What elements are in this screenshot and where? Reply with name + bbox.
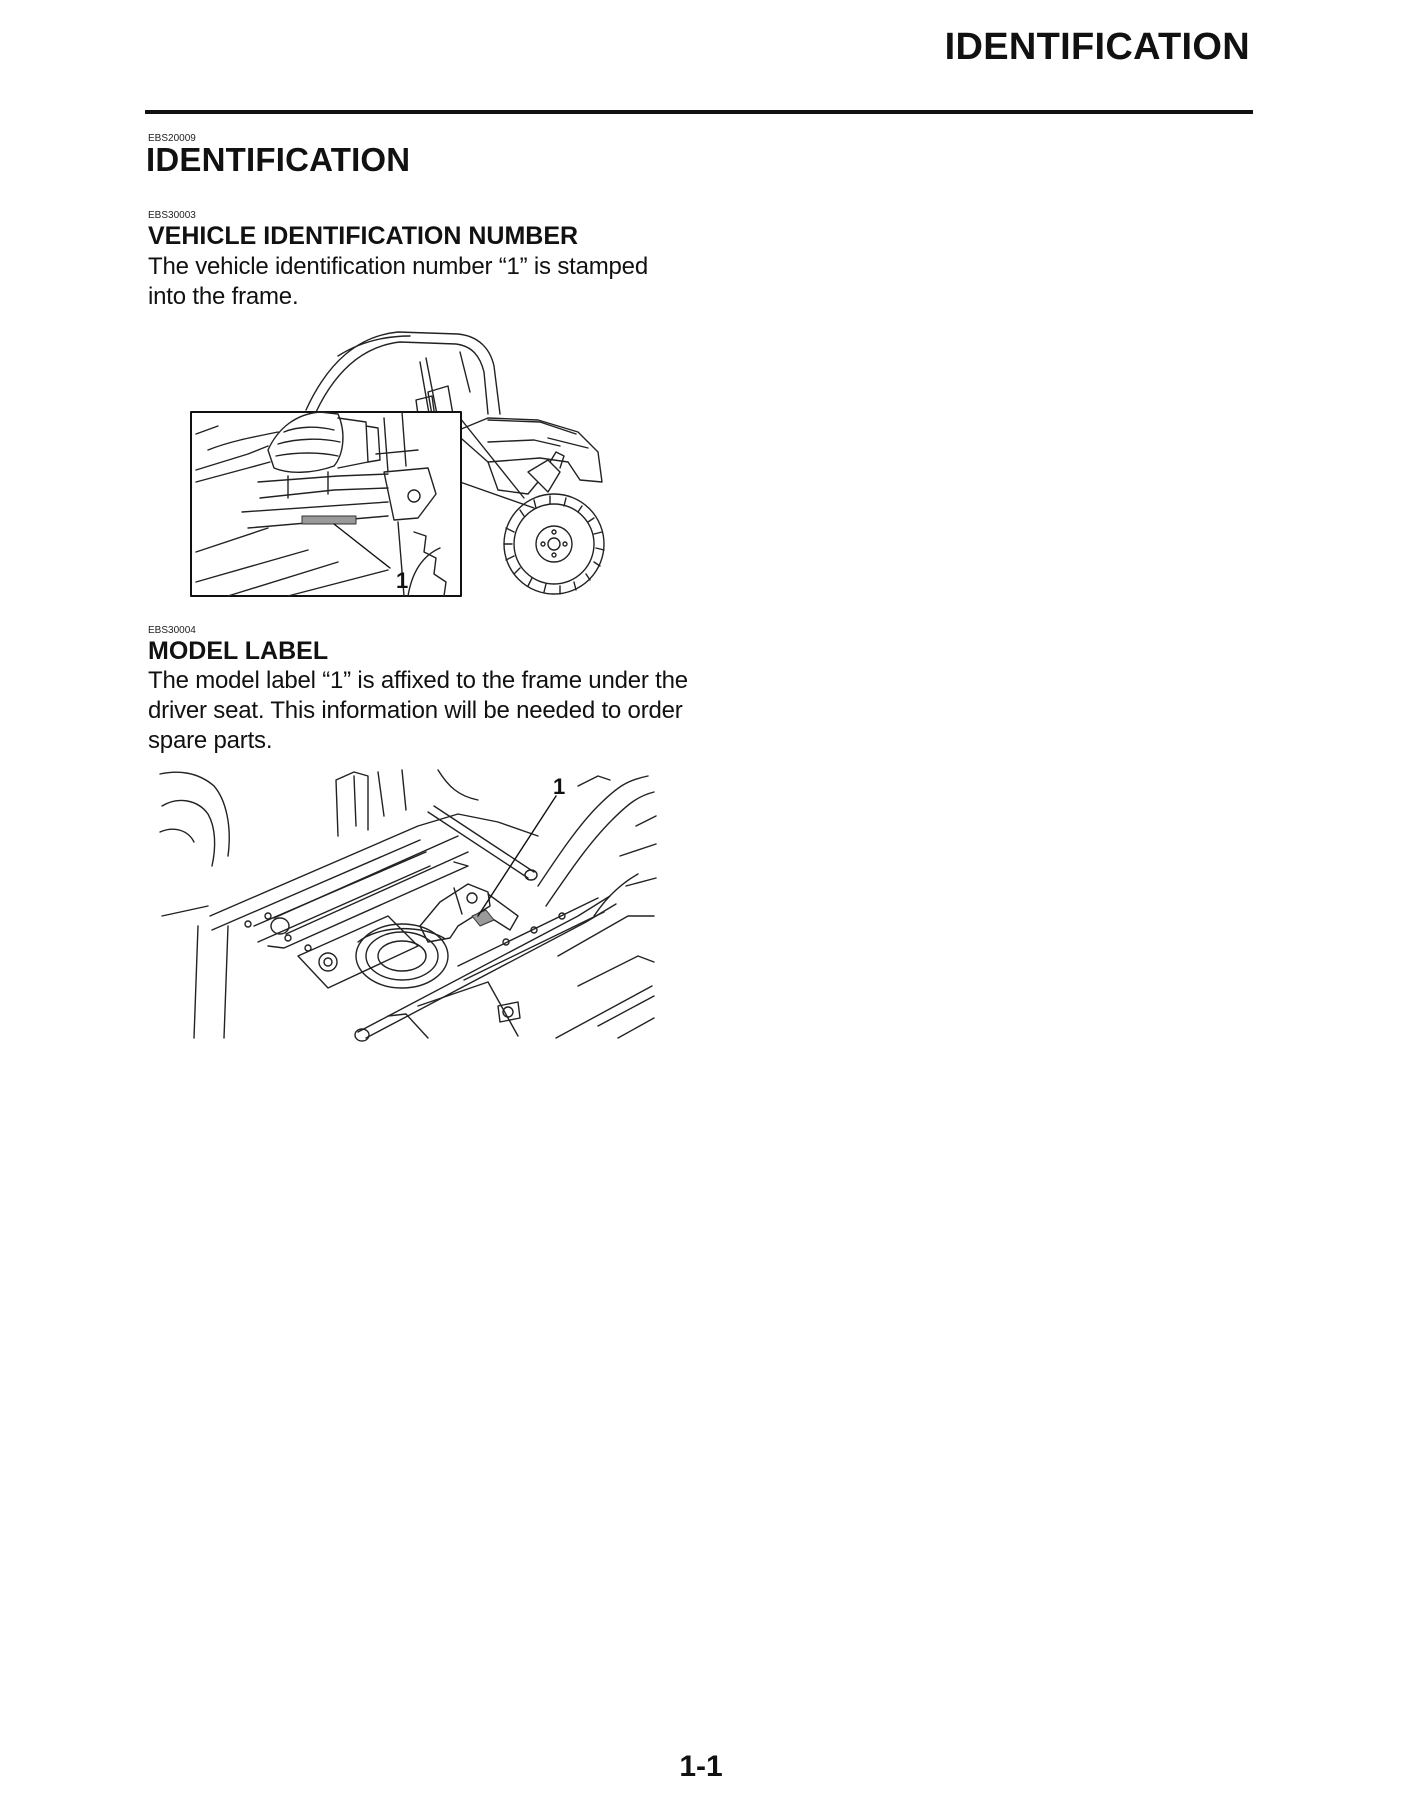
model-label-text: The model label “1” is affixed to the frame under the driver seat. This information will be needed to order spare parts. — [148, 667, 688, 754]
model-label-code: EBS30004 — [148, 625, 196, 636]
vin-callout-number: 1 — [396, 568, 409, 593]
vin-illustration — [188, 322, 614, 605]
vin-heading: VEHICLE IDENTIFICATION NUMBER — [148, 222, 579, 250]
model-label-illustration — [158, 766, 658, 1051]
vin-text: The vehicle identification number “1” is stamped into the frame. — [148, 253, 648, 310]
vin-code: EBS30003 — [148, 210, 196, 221]
running-header: IDENTIFICATION — [944, 26, 1250, 68]
section-title: IDENTIFICATION — [146, 141, 411, 178]
header-rule — [145, 110, 1253, 114]
model-label-heading: MODEL LABEL — [148, 637, 329, 665]
page-number: 1-1 — [679, 1750, 723, 1783]
model-label-callout-number: 1 — [553, 774, 566, 799]
section-code: EBS20009 — [148, 133, 196, 144]
